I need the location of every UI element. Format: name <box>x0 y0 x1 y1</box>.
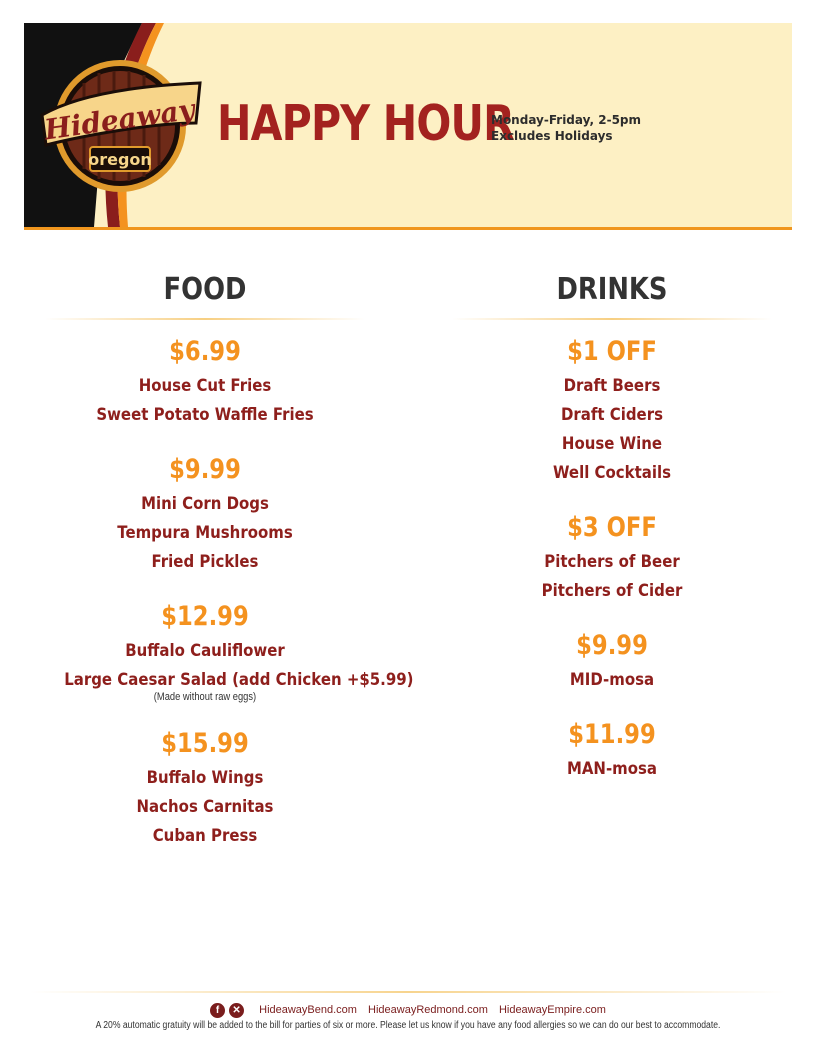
link-bend[interactable]: HideawayBend.com <box>259 1004 357 1016</box>
price-heading: $11.99 <box>568 719 656 750</box>
price-heading: $9.99 <box>576 630 648 661</box>
drinks-group <box>452 332 772 488</box>
price-heading: $9.99 <box>169 454 241 485</box>
menu-item: Fried Pickles <box>151 552 259 572</box>
header-banner <box>24 23 792 230</box>
menu-item: Draft Ciders <box>560 405 663 425</box>
link-empire[interactable]: HideawayEmpire.com <box>498 1004 606 1016</box>
food-column <box>45 270 414 851</box>
menu-item: Large Caesar Salad (add Chicken +$5.99) <box>64 670 414 690</box>
menu-item: MID-mosa <box>569 670 655 690</box>
menu-item: Nachos Carnitas <box>136 797 274 817</box>
footer-links <box>0 1002 816 1018</box>
link-redmond[interactable]: HideawayRedmond.com <box>368 1004 488 1016</box>
menu-note: (Made without raw eggs) <box>153 691 257 703</box>
hours-exclusion: Excludes Holidays <box>491 129 613 143</box>
drinks-column <box>452 270 772 784</box>
menu-item: Mini Corn Dogs <box>141 494 269 514</box>
drinks-group <box>452 626 772 695</box>
food-group <box>45 597 414 704</box>
menu-item: Buffalo Cauliflower <box>125 641 285 661</box>
menu-item: Buffalo Wings <box>146 768 264 788</box>
hours-days: Monday-Friday, 2-5pm <box>491 113 642 127</box>
price-heading: $12.99 <box>161 601 249 632</box>
menu-item: House Cut Fries <box>138 376 272 396</box>
menu-item: Pitchers of Cider <box>541 581 683 601</box>
page-title: HAPPY HOUR <box>217 95 514 152</box>
menu-item: Cuban Press <box>152 826 258 846</box>
menu-item: Draft Beers <box>563 376 661 396</box>
svg-text:oregon: oregon <box>88 150 152 169</box>
food-group <box>45 724 365 851</box>
price-heading: $3 OFF <box>567 512 657 543</box>
menu-item: Pitchers of Beer <box>544 552 680 572</box>
facebook-icon[interactable]: f <box>210 1003 225 1018</box>
drinks-divider <box>452 318 772 320</box>
menu-item: Sweet Potato Waffle Fries <box>96 405 314 425</box>
price-heading: $6.99 <box>169 336 241 367</box>
food-group <box>45 450 365 577</box>
food-heading: FOOD <box>163 272 247 307</box>
menu-item: House Wine <box>561 434 663 454</box>
gratuity-disclaimer: A 20% automatic gratuity will be added to the bill for parties of six or more. Please let us know if you have any food allergies so we can do our best to accommodate. <box>95 1020 721 1031</box>
price-heading: $15.99 <box>161 728 249 759</box>
price-heading: $1 OFF <box>567 336 657 367</box>
svg-text:Hideaway: Hideaway <box>42 92 197 147</box>
hours-info <box>491 112 641 144</box>
food-divider <box>45 318 365 320</box>
drinks-heading: DRINKS <box>556 272 668 307</box>
menu-item: Tempura Mushrooms <box>117 523 293 543</box>
menu-item: Well Cocktails <box>552 463 672 483</box>
drinks-group <box>452 715 772 784</box>
drinks-group <box>452 508 772 606</box>
food-group <box>45 332 365 430</box>
menu-item: MAN-mosa <box>566 759 658 779</box>
x-icon[interactable]: ✕ <box>229 1003 244 1018</box>
hideaway-logo <box>24 23 224 227</box>
footer-divider <box>30 991 786 993</box>
